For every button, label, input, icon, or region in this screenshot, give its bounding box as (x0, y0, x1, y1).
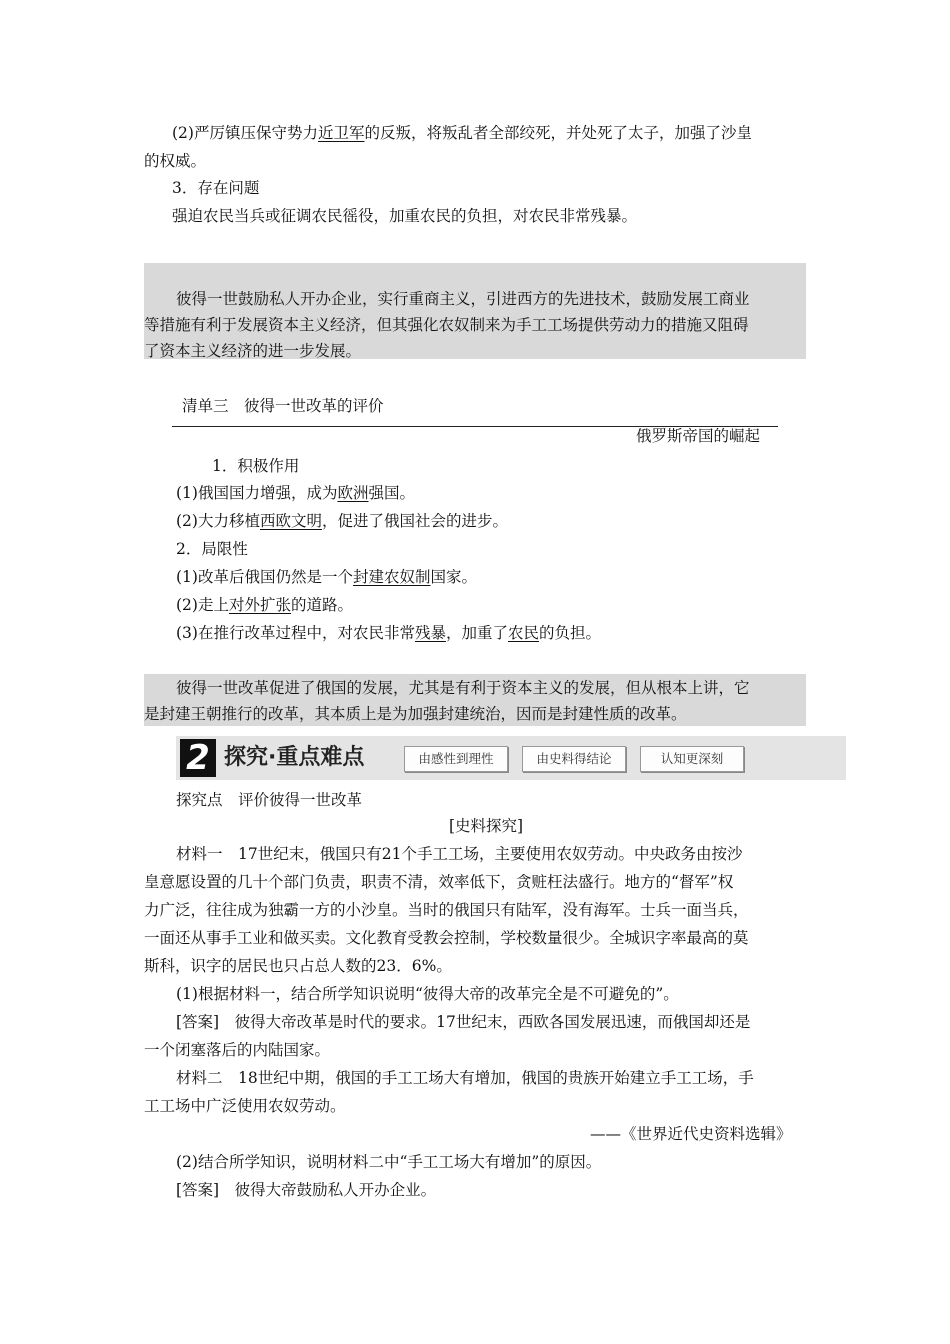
positive-heading: 1．积极作用 (212, 457, 300, 475)
answer-2: [答案] 彼得大帝鼓励私人开办企业。 (176, 1181, 437, 1199)
source-citation: ——《世界近代史资料选辑》 (590, 1125, 792, 1143)
tag-chip-2: 由史料得结论 (522, 746, 626, 772)
material1-line1: 材料一 17世纪末，俄国只有21个手工工场，主要使用农奴劳动。中央政务由按沙 (176, 845, 743, 863)
answer1-line1: [答案] 彼得大帝改革是时代的要求。17世纪末，西欧各国发展迅速，而俄国却还是 (176, 1013, 751, 1031)
section-heading-3: 3．存在问题 (172, 179, 260, 197)
source-exploration-heading: [史料探究] (449, 817, 524, 835)
question-2: (2)结合所学知识，说明材料二中“手工工场大有增加”的原因。 (176, 1153, 602, 1171)
item2-line2: 的权威。 (144, 152, 207, 170)
limitation-item-3: (3)在推行改革过程中，对农民非常残暴，加重了农民的负担。 (176, 624, 602, 642)
positive-item-1: (1)俄国国力增强，成为欧洲强国。 (176, 484, 415, 502)
material1-line2: 皇意愿设置的几十个部门负责，职责不清，效率低下，贪赃枉法盛行。地方的“督军”权 (144, 873, 734, 891)
limitation-heading: 2．局限性 (176, 540, 248, 558)
tag-chip-3: 认知更深刻 (640, 746, 744, 772)
explore-point-title: 探究点 评价彼得一世改革 (176, 791, 363, 809)
tag-chip-1: 由感性到理性 (404, 746, 508, 772)
positive-item-2: (2)大力移植西欧文明，促进了俄国社会的进步。 (176, 512, 508, 530)
limitation-item-1: (1)改革后俄国仍然是一个封建农奴制国家。 (176, 568, 477, 586)
limitation-item-2: (2)走上对外扩张的道路。 (176, 596, 353, 614)
summary2-line2: 是封建王朝推行的改革，其本质上是为加强封建统治，因而是封建性质的改革。 (144, 705, 687, 723)
section-banner (176, 736, 846, 780)
answer1-line2: 一个闭塞落后的内陆国家。 (144, 1041, 331, 1059)
list3-title: 清单三 彼得一世改革的评价 (182, 397, 384, 415)
material1-line3: 力广泛，往往成为独霸一方的小沙皇。当时的俄国只有陆军，没有海军。士兵一面当兵， (144, 901, 749, 919)
section-number-badge: 2 (180, 739, 216, 777)
question-1: (1)根据材料一，结合所学知识说明“彼得大帝的改革完全是不可避免的”。 (176, 985, 679, 1003)
problem-text: 强迫农民当兵或征调农民徭役，加重农民的负担，对农民非常残暴。 (172, 207, 638, 225)
item2-line1: (2)严厉镇压保守势力近卫军的反叛，将叛乱者全部绞死，并处死了太子，加强了沙皇 (172, 124, 752, 142)
material2-line1: 材料二 18世纪中期，俄国的手工工场大有增加，俄国的贵族开始建立手工工场，手 (176, 1069, 754, 1087)
banner-title: 探究·重点难点 (224, 745, 365, 770)
chapter-header: 俄罗斯帝国的崛起 (636, 427, 761, 445)
summary2-line1: 彼得一世改革促进了俄国的发展，尤其是有利于资本主义的发展，但从根本上讲，它 (176, 679, 750, 697)
underlined-term: 近卫军 (317, 124, 365, 142)
material1-line5: 斯科，识字的居民也只占总人数的23．6%。 (144, 957, 452, 975)
material1-line4: 一面还从事手工业和做买卖。文化教育受教会控制，学校数量很少。全城识字率最高的莫 (144, 929, 749, 947)
summary1-line1: 彼得一世鼓励私人开办企业，实行重商主义，引进西方的先进技术，鼓励发展工商业 (176, 290, 750, 308)
summary1-line3: 了资本主义经济的进一步发展。 (144, 342, 362, 360)
summary1-line2: 等措施有利于发展资本主义经济，但其强化农奴制来为手工工场提供劳动力的措施又阻碍 (144, 316, 749, 334)
material2-line2: 工工场中广泛使用农奴劳动。 (144, 1097, 346, 1115)
